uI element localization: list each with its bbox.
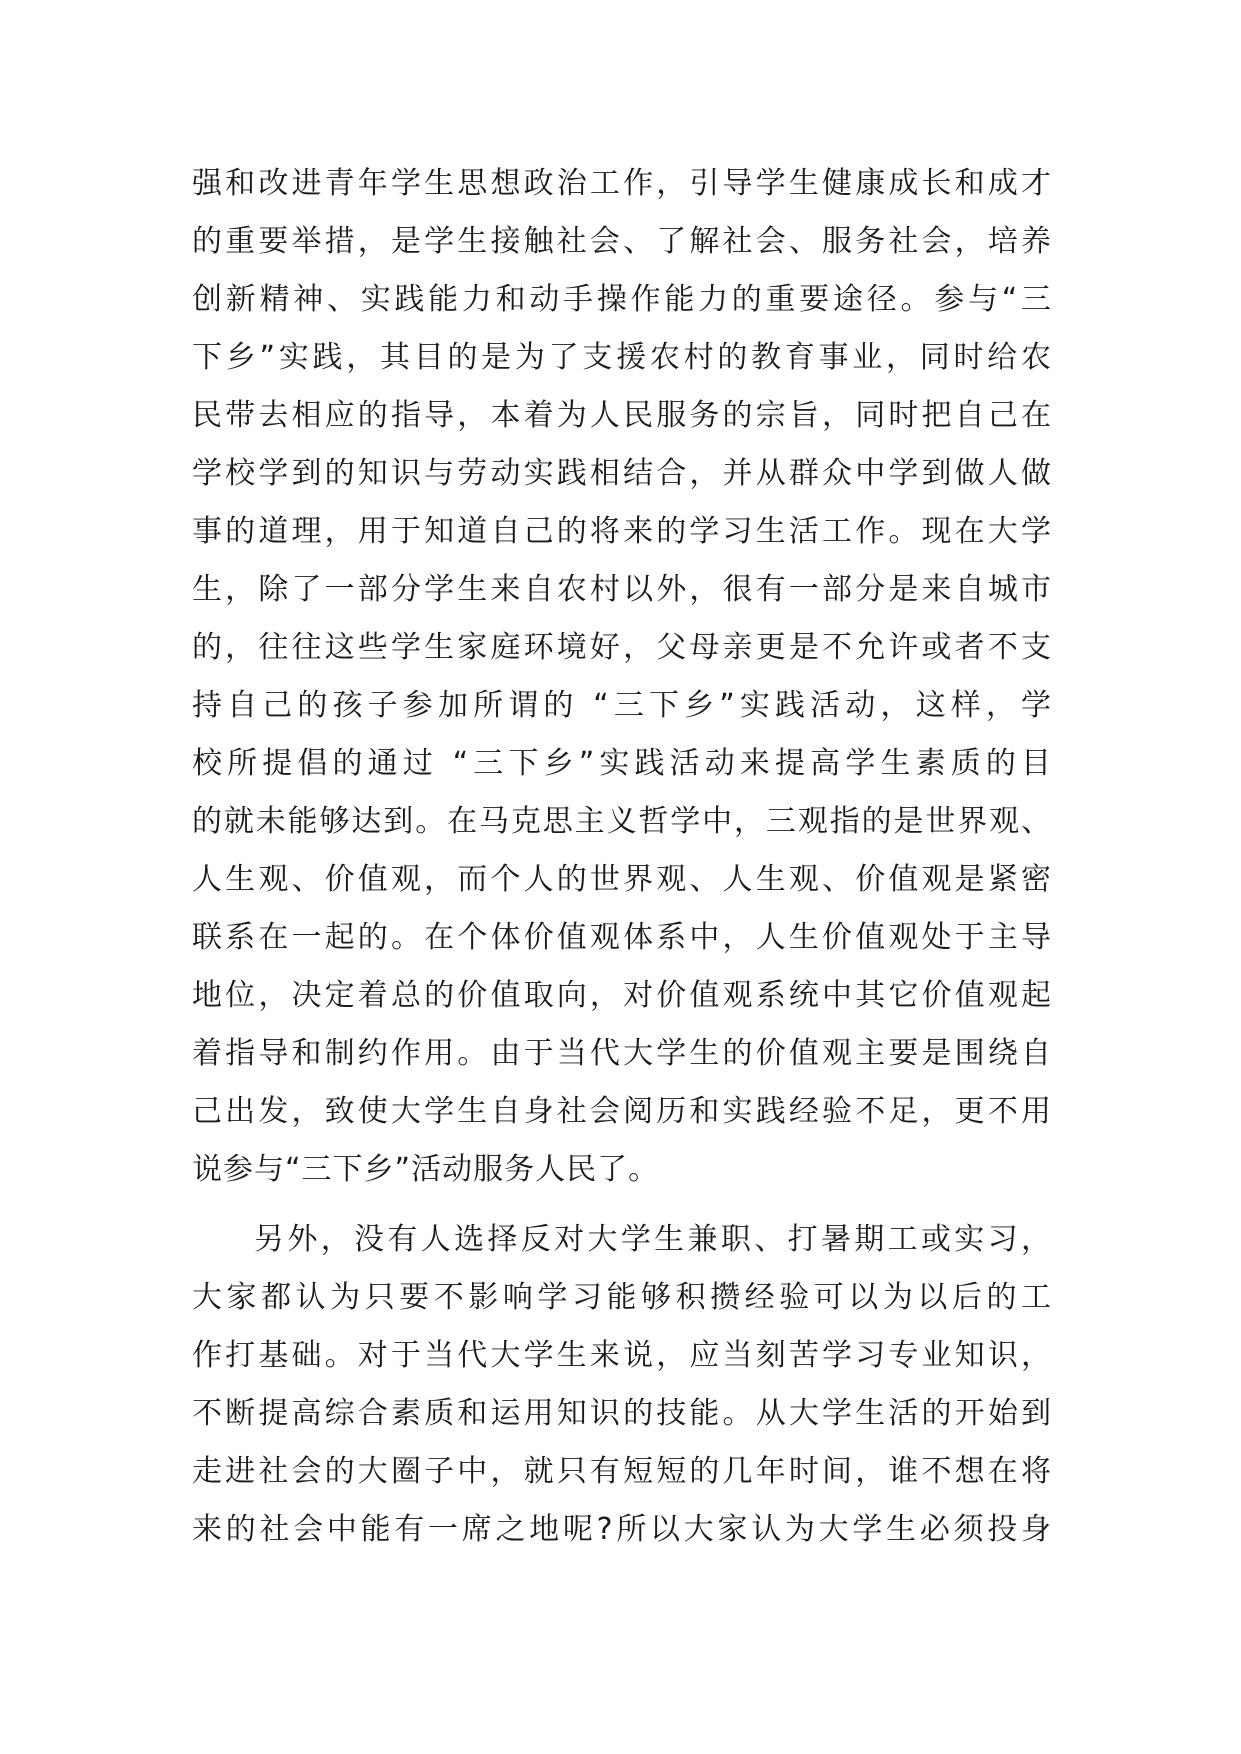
paragraph-spacer: [192, 1199, 1052, 1211]
text-line: 走进社会的大圈子中，就只有短短的几年时间，谁不想在将: [192, 1454, 1052, 1489]
text-line: 持自己的孩子参加所谓的 “三下乡”实践活动，这样，学: [192, 688, 1052, 723]
text-line: 生，除了一部分学生来自农村以外，很有一部分是来自城市: [192, 572, 1052, 607]
paragraph-1: [192, 155, 1052, 1199]
text-line: 来的社会中能有一席之地呢?所以大家认为大学生必须投身: [192, 1512, 1052, 1547]
text-line: 的就未能够达到。在马克思主义哲学中，三观指的是世界观、: [192, 804, 1052, 839]
text-line: 大家都认为只要不影响学习能够积攒经验可以为以后的工: [192, 1280, 1052, 1315]
text-line: 事的道理，用于知道自己的将来的学习生活工作。现在大学: [192, 514, 1052, 549]
text-line: 下乡”实践，其目的是为了支援农村的教育事业，同时给农: [192, 340, 1052, 375]
text-line: 的重要举措，是学生接触社会、了解社会、服务社会，培养: [192, 224, 1052, 259]
text-line: 学校学到的知识与劳动实践相结合，并从群众中学到做人做: [192, 456, 1052, 491]
text-line: 另外，没有人选择反对大学生兼职、打暑期工或实习，: [254, 1222, 1052, 1257]
text-line: 地位，决定着总的价值取向，对价值观系统中其它价值观起: [192, 978, 1052, 1013]
text-line: 说参与“三下乡”活动服务人民了。: [192, 1152, 660, 1187]
text-line: 联系在一起的。在个体价值观体系中，人生价值观处于主导: [192, 920, 1052, 955]
text-line: 强和改进青年学生思想政治工作，引导学生健康成长和成才: [192, 166, 1052, 201]
text-line: 己出发，致使大学生自身社会阅历和实践经验不足，更不用: [192, 1094, 1052, 1129]
text-line: 人生观、价值观，而个人的世界观、人生观、价值观是紧密: [192, 862, 1052, 897]
body-text: [192, 155, 1052, 1559]
text-line: 民带去相应的指导，本着为人民服务的宗旨，同时把自己在: [192, 398, 1052, 433]
text-line: 不断提高综合素质和运用知识的技能。从大学生活的开始到: [192, 1396, 1052, 1431]
text-line: 的，往往这些学生家庭环境好，父母亲更是不允许或者不支: [192, 630, 1052, 665]
text-line: 校所提倡的通过 “三下乡”实践活动来提高学生素质的目: [192, 746, 1052, 781]
text-line: 创新精神、实践能力和动手操作能力的重要途径。参与“三: [192, 282, 1052, 317]
text-line: 着指导和制约作用。由于当代大学生的价值观主要是围绕自: [192, 1036, 1052, 1071]
paragraph-2: [192, 1211, 1052, 1559]
text-line: 作打基础。对于当代大学生来说，应当刻苦学习专业知识，: [192, 1338, 1052, 1373]
